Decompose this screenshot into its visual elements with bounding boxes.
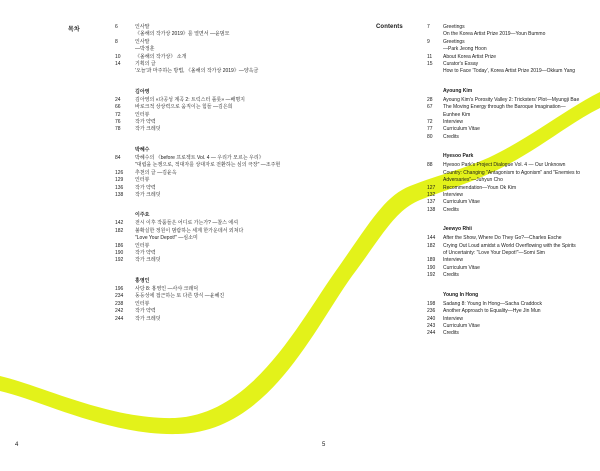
toc-entry-text: —Park Jeong Hoon xyxy=(443,46,487,53)
toc-entry-page-number: 144 xyxy=(427,235,436,242)
toc-heading-korean: 목차 xyxy=(68,27,80,33)
toc-entry-text: Sadang 8: Young In Hong—Sacha Craddock xyxy=(443,300,542,307)
toc-entry-page-number: 132 xyxy=(427,191,436,198)
toc-entry-page-number: 186 xyxy=(115,242,124,249)
toc-entry-text: Interview xyxy=(443,119,464,126)
toc-entry-page-number: 236 xyxy=(427,308,436,315)
toc-entry-text: Eunhee Kim xyxy=(443,111,471,118)
toc-entry-page-number: 80 xyxy=(427,133,433,140)
toc-entry-text: 인터뷰 xyxy=(135,242,150,249)
toc-entry-text: Greetings xyxy=(443,24,465,30)
toc-entry-page-number: 15 xyxy=(427,61,433,67)
toc-entry-text: Credits xyxy=(443,133,459,140)
toc-entry-page-number: 244 xyxy=(427,330,436,337)
toc-entry-text: Another Approach to Equality—Hye Jin Mun xyxy=(443,308,541,315)
toc-entry-text: After the Show, Where Do They Go?—Charles Esche xyxy=(443,235,562,242)
toc-entry-page-number: 137 xyxy=(427,199,436,206)
toc-entry-text: 작가 크레딧 xyxy=(135,315,161,322)
toc-heading-english: Contents xyxy=(376,24,403,30)
toc-entry-page-number: 7 xyxy=(427,24,430,30)
section-artist-name: Young In Hong xyxy=(443,291,479,298)
toc-entry-page-number: 11 xyxy=(427,53,433,60)
section-artist-name: 박혜수 xyxy=(135,146,150,153)
toc-entry-text: 작가 크레딧 xyxy=(135,126,161,133)
toc-entry-text: Curriculum Vitae xyxy=(443,322,480,329)
section-artist-name: Jeewyo Rhii xyxy=(443,226,472,233)
toc-entry-page-number: 10 xyxy=(115,53,121,60)
toc-entry-page-number: 136 xyxy=(115,184,124,191)
toc-entry-text: 《올해의 작가상》 소개 xyxy=(135,53,187,60)
page-number-right: 5 xyxy=(322,442,326,448)
toc-entry-text: 전시 이후 작품들은 어디로 가는가? —찰스 에셔 xyxy=(135,220,239,227)
section-artist-name: 김아영 xyxy=(135,88,150,95)
toc-entry-page-number: 192 xyxy=(115,257,124,264)
toc-entry-page-number: 198 xyxy=(427,300,436,307)
page-number-left: 4 xyxy=(15,442,19,448)
section-artist-name: 이주요 xyxy=(135,212,150,219)
toc-entry-text: Greetings xyxy=(443,38,465,45)
toc-entry-text: 작가 크레딧 xyxy=(135,191,161,198)
toc-entry-page-number: 189 xyxy=(427,257,436,264)
toc-entry-text: 불확실한 정원이 범람하는 세계 한가운데서 외쳐다 xyxy=(135,227,244,234)
section-artist-name: Ayoung Kim xyxy=(443,87,473,94)
toc-entry-text: Curriculum Vitae xyxy=(443,199,480,206)
section-artist-name: Hyesoo Park xyxy=(443,153,474,160)
toc-entry-text: Credits xyxy=(443,330,459,337)
toc-entry-text: 작가 약력 xyxy=(135,250,156,257)
toc-entry-text: 기획의 글 xyxy=(135,61,156,67)
toc-entry-text: 인사말 xyxy=(135,38,150,45)
toc-entry-text: Interview xyxy=(443,191,464,198)
toc-entry-text: Ayoung Kim's Porosity Valley 2: Tricksters' Plot—Myungji Bae xyxy=(443,96,580,103)
toc-entry-text: 작가 크레딧 xyxy=(135,257,161,264)
toc-entry-page-number: 243 xyxy=(427,322,436,329)
toc-entry-text: Curator's Essay xyxy=(443,61,479,67)
toc-entry-text: Recommendation—Youn Ok Kim xyxy=(443,184,517,191)
toc-entry-page-number: 78 xyxy=(115,126,121,133)
toc-entry-page-number: 190 xyxy=(115,250,124,257)
toc-entry-text: Credits xyxy=(443,272,459,279)
toc-entry-page-number: 126 xyxy=(115,169,124,176)
toc-entry-page-number: 84 xyxy=(115,154,121,161)
toc-entry-text: 인터뷰 xyxy=(135,111,150,118)
toc-entry-text: of Uncertainty: "Love Your Depot!"—Somi Sim xyxy=(443,250,545,257)
toc-entry-page-number: 28 xyxy=(427,96,433,103)
toc-entry-page-number: 182 xyxy=(427,242,436,249)
toc-entry-text: —박정훈 xyxy=(135,46,155,53)
toc-entry-text: About Korea Artist Prize xyxy=(443,53,497,60)
toc-entry-text: 인터뷰 xyxy=(135,177,150,184)
toc-entry-text: "대립을 논쟁으로, 적대자를 상대자로 전환하는 심의 극장" —조주현 xyxy=(135,162,281,169)
toc-entry-text: Hyesoo Park's Project Dialogue Vol. 4 — Our Unknown xyxy=(443,162,566,169)
toc-entry-page-number: 190 xyxy=(427,264,436,271)
toc-entry-page-number: 24 xyxy=(115,96,121,103)
toc-entry-page-number: 240 xyxy=(427,315,436,322)
toc-entry-page-number: 182 xyxy=(115,227,124,234)
toc-entry-page-number: 138 xyxy=(427,206,436,213)
toc-entry-text: '오늘'과 마주하는 방법, 《올해의 작가상 2019》—양옥금 xyxy=(135,68,259,75)
toc-entry-page-number: 72 xyxy=(427,119,433,126)
toc-entry-page-number: 142 xyxy=(115,220,124,227)
toc-entry-page-number: 127 xyxy=(427,184,436,191)
toc-entry-text: Adversaries"—Juhyun Cho xyxy=(443,177,503,184)
toc-entry-text: 추천의 글 —김윤옥 xyxy=(135,169,177,176)
toc-entry-text: 인터뷰 xyxy=(135,300,150,307)
toc-entry-page-number: 234 xyxy=(115,293,124,300)
toc-entry-text: Interview xyxy=(443,315,464,322)
section-artist-name: 홍영인 xyxy=(135,277,150,284)
right-page xyxy=(300,0,600,471)
toc-entry-page-number: 9 xyxy=(427,38,430,45)
toc-entry-page-number: 77 xyxy=(427,126,433,133)
toc-entry-text: Curriculum Vitae xyxy=(443,126,480,133)
toc-entry-page-number: 129 xyxy=(115,177,124,184)
toc-entry-text: The Moving Energy through the Baroque Imagination— xyxy=(443,104,566,111)
toc-entry-page-number: 67 xyxy=(427,104,433,111)
toc-entry-text: 박혜수의 《before 프로젝트 Vol. 4 — 우리가 모르는 우리》 xyxy=(135,154,264,161)
toc-entry-text: 동등성에 접근하는 또 다른 방식 —윤혜진 xyxy=(135,293,225,300)
toc-entry-text: 김아영의 «다공성 계곡 2: 트릭스터 플롯» —배명지 xyxy=(135,96,246,103)
toc-entry-text: Crying Out Loud amidst a World Overflowing with the Spirits xyxy=(443,242,576,249)
toc-entry-page-number: 192 xyxy=(427,272,436,279)
toc-entry-text: 작가 약력 xyxy=(135,308,156,315)
toc-entry-page-number: 138 xyxy=(115,191,124,198)
toc-entry-text: 《올해의 작가상 2019》를 열면서 —윤범모 xyxy=(135,31,230,38)
toc-entry-page-number: 6 xyxy=(115,24,118,30)
toc-entry-page-number: 196 xyxy=(115,285,124,292)
toc-entry-text: Interview xyxy=(443,257,464,264)
toc-entry-text: How to Face 'Today', Korea Artist Prize 2019—Okkum Yang xyxy=(443,68,576,75)
toc-entry-page-number: 238 xyxy=(115,300,124,307)
toc-entry-text: 바로크적 상상력으로 움직이는 힘들 —김은희 xyxy=(135,104,233,111)
toc-entry-text: Country: Changing "Antagonism to Agonism" and "Enemies to xyxy=(443,169,581,176)
toc-entry-page-number: 72 xyxy=(115,111,121,118)
toc-entry-text: On the Korea Artist Prize 2019—Youn Bummo xyxy=(443,31,546,38)
toc-entry-text: 작가 약력 xyxy=(135,184,156,191)
toc-entry-page-number: 8 xyxy=(115,38,118,45)
toc-entry-page-number: 244 xyxy=(115,315,124,322)
toc-entry-text: "Love Your Depot!" —심소미 xyxy=(135,235,198,242)
toc-entry-page-number: 88 xyxy=(427,162,433,169)
toc-entry-text: Curriculum Vitae xyxy=(443,264,480,271)
toc-entry-text: 작가 약력 xyxy=(135,119,156,126)
toc-entry-page-number: 66 xyxy=(115,104,121,111)
toc-entry-text: 사당 8: 홍영인 —사샤 크래덕 xyxy=(135,285,199,292)
toc-entry-page-number: 242 xyxy=(115,308,124,315)
toc-entry-page-number: 14 xyxy=(115,61,121,67)
toc-entry-text: 인사말 xyxy=(135,24,150,30)
toc-entry-page-number: 76 xyxy=(115,119,121,126)
toc-entry-text: Credits xyxy=(443,206,459,213)
